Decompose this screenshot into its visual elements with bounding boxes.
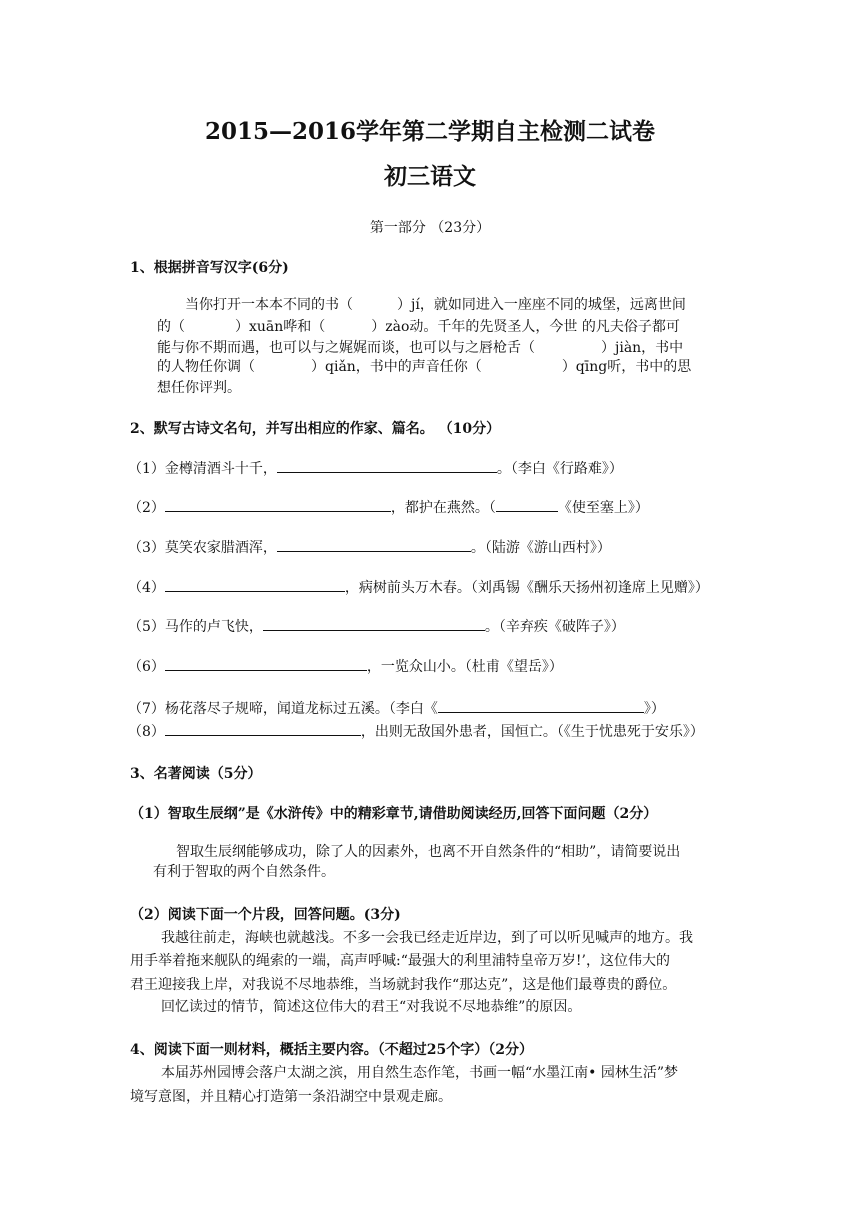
answer-blank[interactable]	[496, 497, 558, 512]
q3-sub1-line-2: 有利于智取的两个自然条件。	[153, 864, 335, 880]
answer-blank[interactable]	[277, 458, 497, 473]
q2-item-4: （4） ，病树前头万木春。（刘禹锡《酬乐天扬州初逢席上见赠》）	[128, 577, 709, 597]
answer-blank[interactable]	[165, 497, 391, 512]
page-subtitle: 初三语文	[384, 163, 476, 190]
answer-blank[interactable]	[277, 537, 471, 552]
page-title: 2015—2016学年第二学期自主检测二试卷	[204, 118, 656, 145]
answer-blank[interactable]	[165, 656, 367, 671]
q2-item-3: （3）莫笑农家腊酒浑， 。（陆游《游山西村》）	[128, 537, 611, 557]
q1-line-5: 想任你评判。	[157, 380, 241, 396]
answer-blank[interactable]	[165, 721, 361, 736]
q4-heading: 4、阅读下面一则材料，概括主要内容。（不超过25个字）（2分）	[130, 1042, 533, 1058]
part-heading: 第一部分 （23分）	[369, 220, 491, 236]
q2-item-8: （8） ，出则无敌国外患者，国恒亡。（《生于忧患死于安乐》）	[128, 721, 704, 741]
q2-item-5: （5）马作的卢飞快， 。（辛弃疾《破阵子》）	[128, 616, 625, 636]
q2-heading: 2、默写古诗文名句，并写出相应的作家、篇名。 （10分）	[130, 421, 501, 437]
q3-sub1-heading: （1）智取生辰纲”是《水浒传》中的精彩章节,请借助阅读经历,回答下面问题（2分）	[130, 806, 658, 822]
q2-item-2: （2） ，都护在燕然。（ 《使至塞上》）	[128, 497, 649, 517]
answer-blank[interactable]	[165, 577, 345, 592]
q1-line-3: 能与你不期而遇，也可以与之娓娓而谈，也可以与之唇枪舌（ ）jiàn，书中	[157, 340, 684, 356]
q1-line-4: 的人物任你调（ ）qiǎn，书中的声音任你（ ）qīng听，书中的思	[157, 359, 692, 375]
answer-blank[interactable]	[263, 616, 485, 631]
q3-sub2-line-2: 用手举着拖来舰队的绳索的一端，高声呼喊:“最强大的利里浦特皇帝万岁!’，这位伟大的	[130, 953, 670, 969]
q2-item-6: （6） ，一览众山小。（杜甫《望岳》）	[128, 656, 563, 676]
q3-sub2-heading: （2）阅读下面一个片段，回答问题。(3分)	[130, 907, 401, 923]
q4-line-1: 本届苏州园博会落户太湖之滨，用自然生态作笔，书画一幅“水墨江南• 园林生活”梦	[161, 1065, 679, 1081]
q1-heading: 1、根据拼音写汉字(6分)	[130, 260, 289, 276]
answer-blank[interactable]	[438, 698, 644, 713]
q3-sub2-line-1: 我越往前走，海峡也就越浅。不多一会我已经走近岸边，到了可以听见喊声的地方。我	[161, 930, 693, 946]
q4-line-2: 境写意图，并且精心打造第一条沿湖空中景观走廊。	[130, 1089, 452, 1105]
q3-sub2-line-3: 君王迎接我上岸，对我说不尽地恭维，当场就封我作“那达克”，这是他们最尊贵的爵位。	[130, 977, 677, 993]
q3-heading: 3、名著阅读（5分）	[130, 766, 262, 782]
q2-item-7: （7）杨花落尽子规啼，闻道龙标过五溪。（李白《 》）	[128, 698, 665, 718]
q2-item-1: （1）金樽清酒斗十千， 。（李白《行路难》）	[128, 458, 623, 478]
q1-line-2: 的（ ）xuān哗和（ ）zào动。千年的先贤圣人，今世 的凡夫俗子都可	[157, 319, 680, 335]
q1-line-1: 当你打开一本本不同的书（ ）jí，就如同进入一座座不同的城堡，远离世间	[185, 297, 686, 313]
q3-sub2-line-4: 回忆读过的情节，简述这位伟大的君王“对我说不尽地恭维”的原因。	[161, 999, 582, 1015]
q3-sub1-line-1: 智取生辰纲能够成功，除了人的因素外，也离不开自然条件的“相助”，请简要说出	[176, 844, 681, 860]
